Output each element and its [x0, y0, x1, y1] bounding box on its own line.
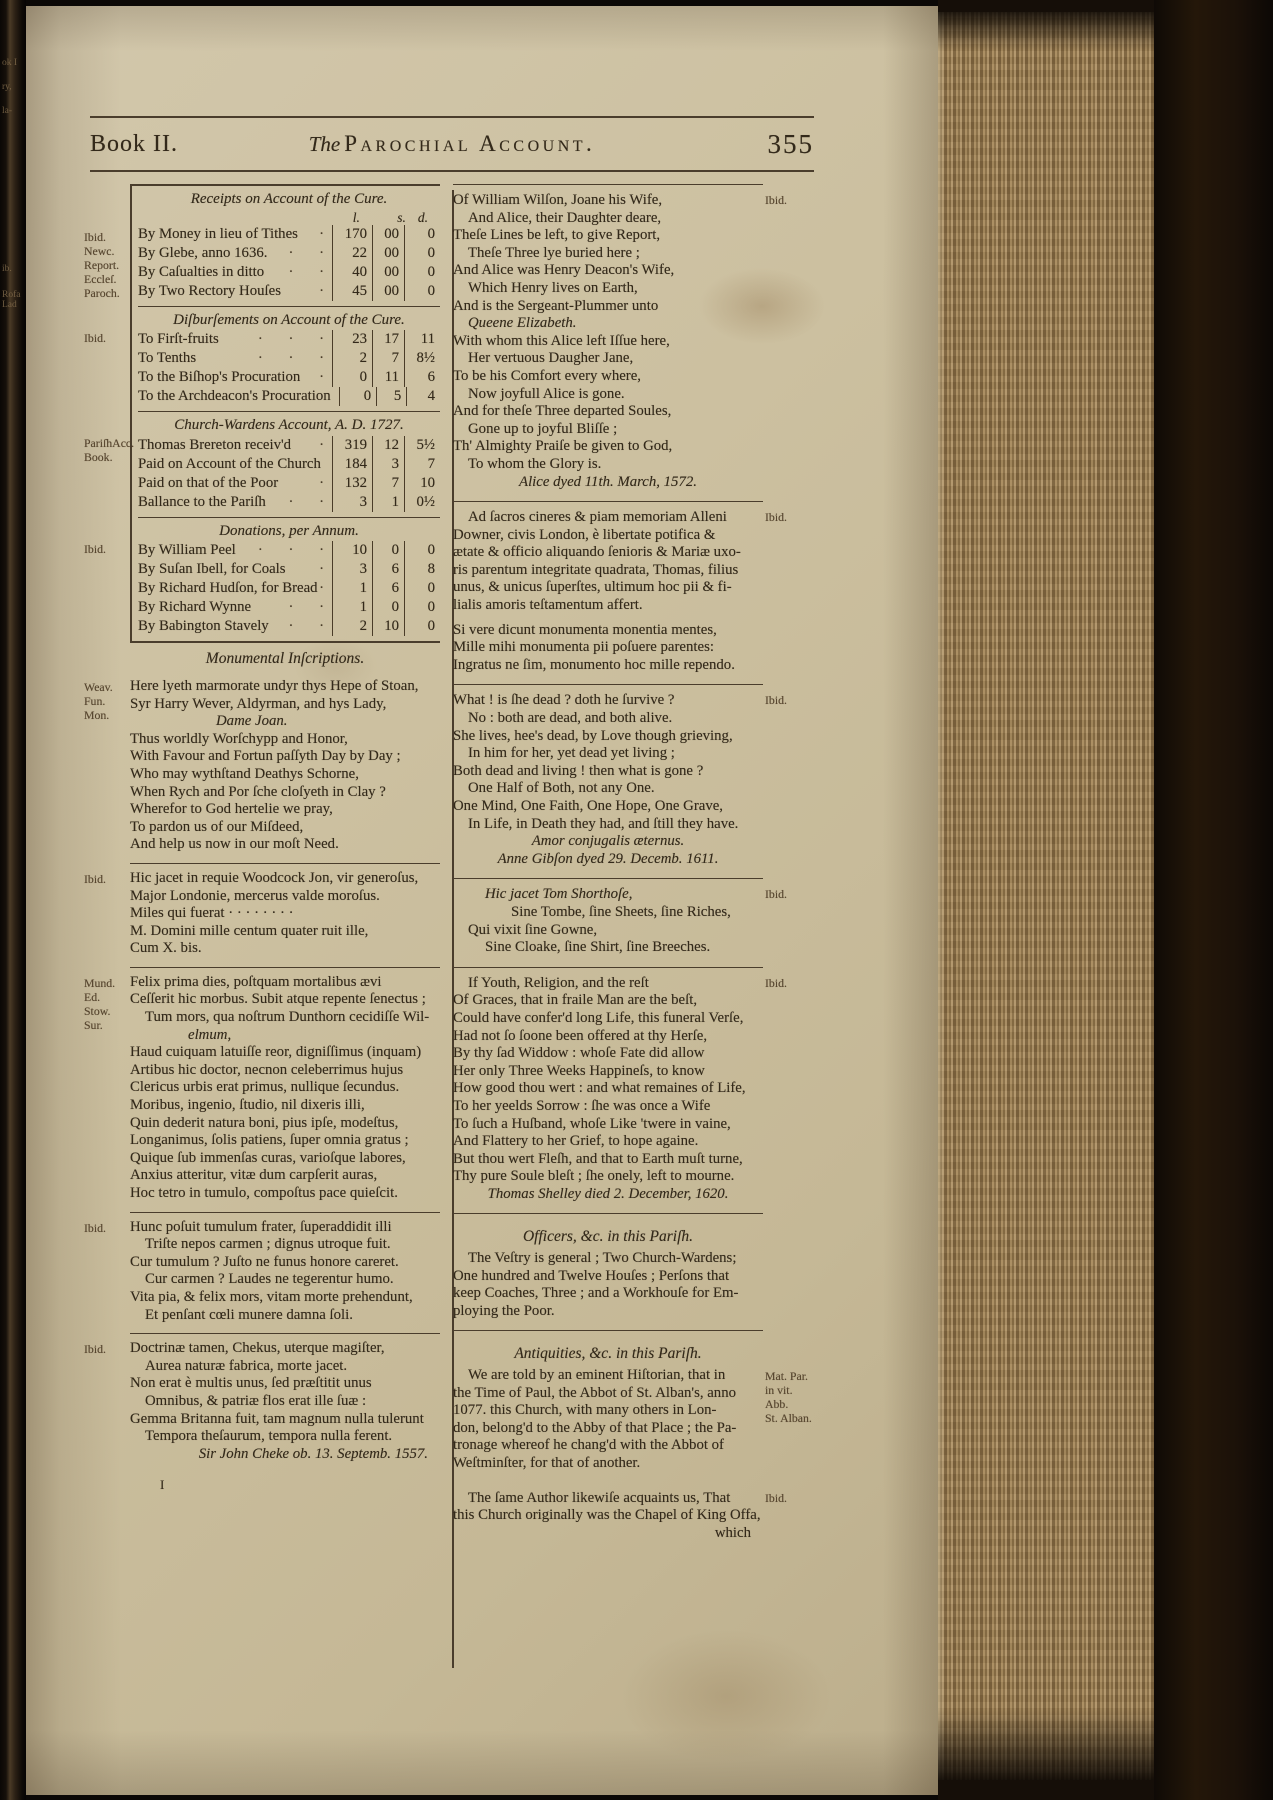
pounds-value: 2 — [332, 349, 372, 368]
margin-note — [765, 693, 815, 707]
text-line: ploying the Poor. — [453, 1302, 555, 1319]
margin-note-line: Book. — [84, 450, 113, 465]
pence-value: 11 — [404, 330, 440, 349]
text-line: Of William Wilſon, Joane his Wife, — [453, 192, 663, 208]
money-unit-label: d. — [417, 209, 428, 225]
margin-note-line: Ibid. — [84, 330, 106, 345]
inscription-blocks — [84, 672, 440, 1472]
title-the: The — [308, 132, 341, 156]
poem-line: Anxius atteritur, vitæ dum carpſerit auras, — [130, 1167, 378, 1184]
poem-line: Omnibus, & patriæ flos erat ille ſuæ : — [145, 1392, 367, 1409]
poem-line: elmum, — [188, 1026, 232, 1043]
edge-text-fragment: Rofa — [2, 290, 21, 300]
text-line: And for theſe Three departed Soules, — [453, 403, 672, 420]
poem-line: Sir John Cheke ob. 13. Septemb. 1557. — [198, 1445, 428, 1462]
margin-note — [84, 230, 128, 300]
poem-line: Hunc poſuit tumulum frater, ſuperaddidit illi — [130, 1218, 392, 1235]
row-label: By Richard Hudſon, for Bread — [138, 580, 318, 597]
text-line: Her only Three Weeks Happineſs, to know — [453, 1062, 705, 1079]
table-row — [138, 330, 440, 349]
text-line: But thou wert Fleſh, and that to Earth muſt turne, — [453, 1150, 743, 1167]
row-label: By William Peel — [138, 542, 236, 559]
pence-value: 0 — [404, 617, 440, 636]
title-main: Parochial Account. — [344, 131, 596, 156]
text-line: One Mind, One Faith, One Hope, One Grave, — [453, 798, 723, 814]
margin-note-line: in vit. Abb. — [765, 1383, 793, 1412]
dot-leader: · — [319, 282, 324, 299]
text-line: And is the Sergeant-Plummer unto — [453, 297, 659, 314]
dot-leader: · · — [288, 599, 324, 616]
text-line: And Flattery to her Grief, to hope againe. — [453, 1133, 699, 1150]
row-label: By Caſualties in ditto — [138, 263, 265, 280]
text-line: Thy pure Soule bleſt ; ſhe onely, left to mourne. — [453, 1168, 735, 1185]
margin-note-line: Ibid. — [765, 975, 787, 990]
pounds-value: 1 — [332, 598, 372, 617]
row-label: Paid on Account of the Church — [138, 455, 321, 472]
dot-leader: · · · — [257, 350, 324, 367]
accounts-tables — [84, 184, 440, 643]
text-line: Her vertuous Daugher Jane, — [468, 350, 634, 367]
text-line: We are told by an eminent Hiſtorian, that in — [468, 1367, 726, 1384]
table-row — [138, 598, 440, 617]
edge-text-fragment: ry, — [2, 82, 12, 92]
text-line: don, belong'd to the Abby of that Place ; the Pa- — [453, 1419, 737, 1436]
text-line: Sine Cloake, ſine Shirt, ſine Breeches. — [485, 939, 711, 956]
margin-note-line: Newc. — [84, 244, 115, 258]
dot-leader: · — [319, 225, 324, 242]
text-line: How good thou wert : and what remaines of Life, — [453, 1080, 746, 1097]
text-line: keep Coaches, Three ; and a Workhouſe for Em- — [453, 1285, 739, 1302]
poem-line: Quique ſub immenſas curas, varioſque labores, — [130, 1149, 406, 1166]
text-line: Which Henry lives on Earth, — [468, 279, 638, 296]
text-line: No : both are dead, and both alive. — [468, 710, 673, 727]
shillings-value: 00 — [372, 225, 404, 244]
shillings-value: 17 — [372, 330, 404, 349]
dot-leader: · · — [288, 618, 324, 635]
page-content — [84, 184, 812, 1552]
page-number: 355 — [767, 128, 814, 159]
margin-note-line: Mund. Ed. — [84, 975, 116, 1004]
poem-line: Clericus urbis erat primus, nullique ſecundus. — [130, 1079, 400, 1096]
text-line: Qui vixit ſine Gowne, — [468, 921, 598, 938]
row-label: By Babington Stavely — [138, 618, 269, 635]
right-section — [453, 1330, 812, 1482]
text-line: To ſuch a Huſband, whoſe Like 'twere in vaine, — [453, 1115, 731, 1132]
pounds-value: 3 — [332, 560, 372, 579]
table-row — [138, 474, 440, 493]
shillings-value: 5 — [376, 387, 406, 406]
pence-value: 0 — [404, 282, 440, 301]
table-row — [138, 436, 440, 455]
poem-line: With Favour and Fortun paſſyth Day by Day ; — [130, 748, 401, 765]
poem-line: Miles qui fuerat · · · · · · · · — [130, 905, 294, 922]
text-line: What ! is ſhe dead ? doth he ſurvive ? — [453, 692, 675, 709]
page-edges-texture — [938, 12, 1154, 1780]
dot-leader: · · · — [257, 542, 324, 559]
margin-note — [84, 436, 135, 465]
text-line: If Youth, Religion, and the reſt — [468, 974, 649, 991]
table-row — [138, 263, 440, 282]
pence-value: 8 — [404, 560, 440, 579]
dot-leader: · · — [288, 263, 324, 280]
text-line: One Half of Both, not any One. — [468, 780, 655, 797]
margin-note-line: Mat. Par. — [765, 1369, 808, 1384]
text-line: Si vere dicunt monumenta monentia mentes, — [453, 621, 717, 638]
text-line: Now joyfull Alice is gone. — [468, 385, 625, 402]
poem-line: Gemma Britanna fuit, tam magnum nulla tulerunt — [130, 1410, 424, 1427]
pounds-value: 2 — [332, 617, 372, 636]
text-line: The Veſtry is general ; Two Church-Wardens; — [468, 1250, 737, 1267]
margin-note — [84, 331, 128, 345]
poem-line: Felix prima dies, poſtquam mortalibus ævi — [130, 973, 382, 990]
text-line: lialis amoris teſtamentum affert. — [453, 597, 643, 614]
text-line: Downer, civis London, è libertate potifica & — [453, 526, 716, 543]
running-header — [90, 116, 814, 172]
shillings-value: 00 — [372, 263, 404, 282]
pounds-value: 132 — [332, 474, 372, 493]
poem-line: And help us now in our moſt Need. — [130, 836, 339, 853]
poem-line: Thus worldly Worſchypp and Honor, — [130, 730, 348, 747]
right-section — [453, 684, 787, 878]
poem-line: Haud cuiquam latuiſſe reor, digniſſimus (inquam) — [130, 1044, 422, 1061]
table-row — [138, 560, 440, 579]
row-label: Ballance to the Pariſh — [138, 493, 266, 510]
row-label: By Two Rectory Houſes — [138, 282, 281, 299]
poem-line: Tempora theſaurum, tempora nulla ferent. — [145, 1428, 393, 1445]
inscriptions-heading: Monumental Inſcriptions. — [205, 650, 365, 668]
shillings-value: 12 — [372, 436, 404, 455]
poem-line: When Rych and Por ſche cloſyeth in Clay ? — [130, 783, 386, 800]
text-line: Had not ſo ſoone been offered at thy Herſe, — [453, 1027, 708, 1044]
margin-note — [765, 510, 815, 524]
text-line: With whom this Alice left Iſſue here, — [453, 332, 670, 349]
table-row — [138, 541, 440, 560]
pounds-value: 45 — [332, 282, 372, 301]
table-row — [138, 617, 440, 636]
right-column — [453, 184, 812, 1552]
text-line: Thomas Shelley died 2. December, 1620. — [487, 1185, 729, 1202]
shillings-value: 11 — [372, 368, 404, 387]
inscription-block — [84, 672, 440, 863]
text-line: this Church originally was the Chapel of King Offa, — [453, 1507, 761, 1524]
text-line: Gone up to joyful Bliſſe ; — [468, 420, 618, 437]
dot-leader: · · — [288, 493, 324, 510]
text-line: In him for her, yet dead yet living ; — [468, 745, 675, 762]
table-row — [138, 244, 440, 263]
text-line: To be his Comfort every where, — [453, 367, 641, 384]
margin-note — [765, 1491, 815, 1505]
book-label: Book II. — [90, 130, 178, 157]
row-label: To the Archdeacon's Procuration — [138, 388, 331, 405]
poem-line: Hic jacet in requie Woodcock Jon, vir generoſus, — [130, 869, 419, 886]
text-line: To whom the Glory is. — [468, 455, 602, 472]
margin-note-line: Report. — [84, 258, 120, 272]
margin-note-line: Eccleſ. — [84, 272, 117, 286]
dot-leader: · — [319, 369, 324, 386]
row-label: By Suſan Ibell, for Coals — [138, 561, 286, 578]
right-section — [453, 967, 787, 1214]
poem-line: Doctrinæ tamen, Chekus, uterque magiſter, — [130, 1340, 385, 1357]
pence-value: 10 — [404, 474, 440, 493]
margin-note — [765, 976, 815, 990]
row-label: Paid on that of the Poor — [138, 474, 279, 491]
table-row — [138, 225, 440, 244]
poem-line: Moribus, ingenio, ſtudio, nil dixeris illi, — [130, 1097, 365, 1114]
right-section — [453, 1483, 787, 1553]
poem-line: Major Londonie, mercerus valde moroſus. — [130, 887, 380, 904]
pounds-value: 1 — [332, 579, 372, 598]
text-line: Weſtminſter, for that of another. — [453, 1455, 641, 1471]
poem-line: Quin dederit natura boni, pius ipſe, modeſtus, — [130, 1114, 399, 1131]
text-line: The ſame Author likewiſe acquaints us, That — [468, 1489, 731, 1506]
pence-value: 0 — [404, 598, 440, 617]
text-line: Alice dyed 11th. March, 1572. — [519, 473, 697, 490]
pounds-value: 23 — [332, 330, 372, 349]
margin-note-line: Ibid. — [765, 887, 787, 902]
dot-leader: · — [319, 474, 324, 491]
shillings-value: 7 — [372, 349, 404, 368]
section-heading: Antiquities, &c. in this Pariſh. — [514, 1345, 702, 1363]
text-line: To her yeelds Sorrow : ſhe was once a Wife — [453, 1097, 711, 1114]
dot-leader: · — [319, 561, 324, 578]
text-line: unus, & unicus ſuperſtes, ultimum hoc pii & fi- — [453, 579, 732, 596]
margin-note — [84, 1342, 128, 1356]
poem-line: Dame Joan. — [216, 713, 288, 730]
pence-value: 8½ — [404, 349, 440, 368]
pounds-value: 22 — [332, 244, 372, 263]
margin-note-line: Ibid. — [765, 193, 787, 207]
edge-text-fragment: ok I — [2, 58, 18, 68]
right-section — [453, 1213, 763, 1330]
text-line: And Alice, their Daughter deare, — [468, 209, 662, 226]
margin-note-line: Fun. Mon. — [84, 693, 110, 722]
poem-line: Vita pia, & felix mors, vitam morte prehendunt, — [130, 1288, 413, 1305]
pounds-value: 0 — [332, 368, 372, 387]
text-line: ris parentum integritate quadrata, Thomas, filius — [453, 561, 739, 578]
margin-note-line: Ibid. — [84, 1220, 106, 1235]
margin-note-line: Ibid. — [84, 230, 106, 244]
dot-leader: · · · — [257, 331, 324, 348]
money-unit-label: s. — [397, 209, 406, 225]
poem-line: M. Domini mille centum quater ruit ille, — [130, 922, 369, 939]
pence-value: 4 — [406, 387, 440, 406]
poem-line: Ceſſerit hic morbus. Subit atque repente ſenectus ; — [130, 991, 426, 1008]
margin-note — [765, 887, 815, 901]
pounds-value: 0 — [339, 387, 376, 406]
text-line: which — [714, 1524, 751, 1541]
row-label: By Glebe, anno 1636. — [138, 244, 268, 261]
table-row — [138, 282, 440, 301]
row-label: By Richard Wynne — [138, 599, 252, 616]
text-line: the Time of Paul, the Abbot of St. Alban's, anno — [453, 1384, 736, 1401]
poem-line: Hoc tetro in tumulo, compoſtus pace quieſcit. — [130, 1185, 398, 1201]
margin-note-line: Ibid. — [84, 871, 106, 886]
margin-note-line: Stow. Sur. — [84, 1003, 111, 1032]
poem-line: Triſte nepos carmen ; dignus utroque fuit. — [145, 1236, 391, 1253]
margin-note-line: Ibid. — [84, 1342, 106, 1357]
poem-line: Cum X. bis. — [130, 940, 202, 957]
margin-note-line: Ibid. — [84, 541, 106, 556]
text-line: In Life, in Death they had, and ſtill they have. — [468, 815, 739, 832]
text-line: One hundred and Twelve Houſes ; Perſons that — [453, 1267, 730, 1284]
poem-line: Wherefor to God hertelie we pray, — [130, 801, 333, 818]
pounds-value: 3 — [332, 493, 372, 512]
pounds-value: 319 — [332, 436, 372, 455]
row-label: To the Biſhop's Procuration — [138, 369, 301, 386]
pence-value: 5½ — [404, 436, 440, 455]
row-label: To Tenths — [138, 350, 197, 367]
text-line: Both dead and living ! then what is gone ? — [453, 762, 704, 779]
page-title — [309, 131, 596, 157]
shillings-value: 1 — [372, 493, 404, 512]
table-caption: Diſburſements on Account of the Cure. — [173, 311, 405, 328]
poem-line: Syr Harry Wever, Aldyrman, and hys Lady, — [130, 695, 387, 712]
shillings-value: 00 — [372, 282, 404, 301]
pounds-value: 10 — [332, 541, 372, 560]
pence-value: 6 — [404, 368, 440, 387]
text-line: And Alice was Henry Deacon's Wife, — [453, 262, 675, 279]
poem-line: Cur tumulum ? Juſto ne funus honore careret. — [130, 1253, 399, 1270]
margin-note — [84, 542, 128, 556]
text-line: By thy ſad Widdow : whoſe Fate did allow — [453, 1045, 705, 1062]
poem-line: Here lyeth marmorate undyr thys Hepe of Stoan, — [130, 677, 419, 694]
inscription-block — [84, 1333, 440, 1472]
dot-leader: · · — [288, 244, 324, 261]
margin-note-line: PariſhAcc. — [84, 436, 135, 451]
section-heading: Officers, &c. in this Pariſh. — [522, 1228, 694, 1246]
fore-edge — [938, 0, 1273, 1800]
left-book-edge — [0, 0, 26, 1800]
row-label: Thomas Brereton receiv'd — [138, 436, 292, 453]
text-line: Hic jacet Tom Shorthoſe, — [485, 886, 633, 903]
table-row — [138, 579, 440, 598]
text-line: Anne Gibſon dyed 29. Decemb. 1611. — [497, 850, 719, 867]
account-table — [84, 517, 440, 642]
margin-note-line: Ibid. — [765, 693, 787, 708]
text-line: Theſe Lines be left, to give Report, — [453, 227, 661, 244]
poem-line: Cur carmen ? Laudes ne tegerentur humo. — [145, 1271, 394, 1288]
text-line: Ad ſacros cineres & piam memoriam Alleni — [468, 509, 727, 526]
pence-value: 0 — [404, 244, 440, 263]
table-caption: Receipts on Account of the Cure. — [190, 191, 388, 207]
left-column — [84, 184, 440, 1552]
shillings-value: 0 — [372, 598, 404, 617]
inscription-block — [84, 1212, 440, 1334]
text-line: Of Graces, that in fraile Man are the beſt, — [453, 992, 698, 1009]
inscription-block — [84, 967, 440, 1212]
account-table — [84, 411, 440, 517]
shillings-value: 6 — [372, 560, 404, 579]
text-line: Mille mihi monumenta pii poſuere parentes: — [453, 639, 714, 656]
dot-leader: · — [319, 436, 324, 453]
edge-text-fragment: Lad — [2, 300, 17, 310]
poem-line: Artibus hic doctor, necnon celeberrimus hujus — [130, 1061, 404, 1078]
money-unit-label: l. — [352, 209, 360, 225]
margin-note-line: St. Alban. — [765, 1411, 812, 1426]
margin-note — [84, 680, 128, 722]
text-line: ætate & officio aliquando ſenioris & Mariæ uxo- — [453, 544, 741, 561]
text-line: She lives, hee's dead, by Love though grieving, — [453, 727, 733, 744]
text-line: Ingratus ne ſim, monumento hoc mille rependo. — [453, 656, 735, 673]
table-row — [138, 493, 440, 512]
shillings-value: 6 — [372, 579, 404, 598]
table-caption: Church-Wardens Account, A. D. 1727. — [174, 417, 404, 434]
right-section — [453, 878, 787, 966]
row-label: To Firſt-fruits — [138, 331, 219, 348]
poem-line: Tum mors, qua noſtrum Dunthorn cecidiſſe Wil- — [145, 1009, 430, 1026]
margin-note-line: Ibid. — [765, 1490, 787, 1505]
book-board — [1154, 0, 1273, 1800]
poem-line: Non erat è multis unus, ſed præſtitit unus — [130, 1375, 372, 1392]
account-table — [84, 186, 440, 306]
margin-note-line: Ibid. — [765, 510, 787, 525]
pence-value: 7 — [404, 455, 440, 474]
table-row — [138, 387, 440, 406]
poem-line: Et penſant cœli munere damna ſoli. — [145, 1306, 353, 1323]
pence-value: 0 — [404, 263, 440, 282]
row-label: By Money in lieu of Tithes — [138, 225, 298, 242]
right-section — [453, 501, 787, 684]
edge-text-fragment: la- — [2, 106, 13, 116]
margin-note — [84, 872, 128, 886]
text-line: Th' Almighty Praiſe be given to God, — [453, 438, 673, 455]
poem-line: Who may wythſtand Deathys Schorne, — [130, 765, 359, 782]
text-line: 1077. this Church, with many others in Lon- — [453, 1402, 717, 1419]
shillings-value: 10 — [372, 617, 404, 636]
pounds-value: 40 — [332, 263, 372, 282]
book-page — [26, 6, 938, 1795]
poem-line: To pardon us of our Miſdeed, — [130, 818, 304, 835]
table-row — [138, 455, 440, 474]
poem-line: Longanimus, ſolis patiens, ſuper omnia gratus ; — [130, 1132, 409, 1149]
margin-note-line: Weav. — [84, 679, 113, 694]
margin-note — [84, 976, 128, 1032]
edge-text-fragment: ib. — [2, 264, 12, 274]
margin-note — [765, 193, 815, 207]
shillings-value: 00 — [372, 244, 404, 263]
table-row — [138, 349, 440, 368]
text-line: Sine Tombe, ſine Sheets, ſine Riches, — [511, 903, 731, 920]
account-table — [84, 306, 440, 412]
signature-mark: I — [160, 1477, 165, 1493]
table-caption: Donations, per Annum. — [219, 522, 359, 539]
pence-value: 0 — [404, 541, 440, 560]
text-line: Theſe Three lye buried here ; — [468, 244, 640, 261]
shillings-value: 3 — [372, 455, 404, 474]
dot-leader: · — [319, 580, 324, 597]
money-column-headers — [138, 210, 440, 225]
margin-note — [84, 1221, 128, 1235]
table-row — [138, 368, 440, 387]
text-line: Could have confer'd long Life, this funeral Verſe, — [453, 1009, 744, 1026]
pence-value: 0½ — [404, 493, 440, 512]
right-section — [453, 184, 787, 501]
pounds-value: 170 — [332, 225, 372, 244]
margin-note-line: Paroch. — [84, 286, 120, 300]
margin-note — [765, 1369, 815, 1425]
pence-value: 0 — [404, 579, 440, 598]
shillings-value: 7 — [372, 474, 404, 493]
pence-value: 0 — [404, 225, 440, 244]
inscription-block — [84, 863, 440, 967]
poem-line: Aurea naturæ fabrica, morte jacet. — [145, 1357, 348, 1374]
text-line: tronage whereof he chang'd with the Abbot of — [453, 1437, 724, 1454]
shillings-value: 0 — [372, 541, 404, 560]
text-line: Amor conjugalis æternus. — [531, 833, 685, 850]
text-line: Queene Elizabeth. — [468, 315, 577, 332]
pounds-value: 184 — [332, 455, 372, 474]
